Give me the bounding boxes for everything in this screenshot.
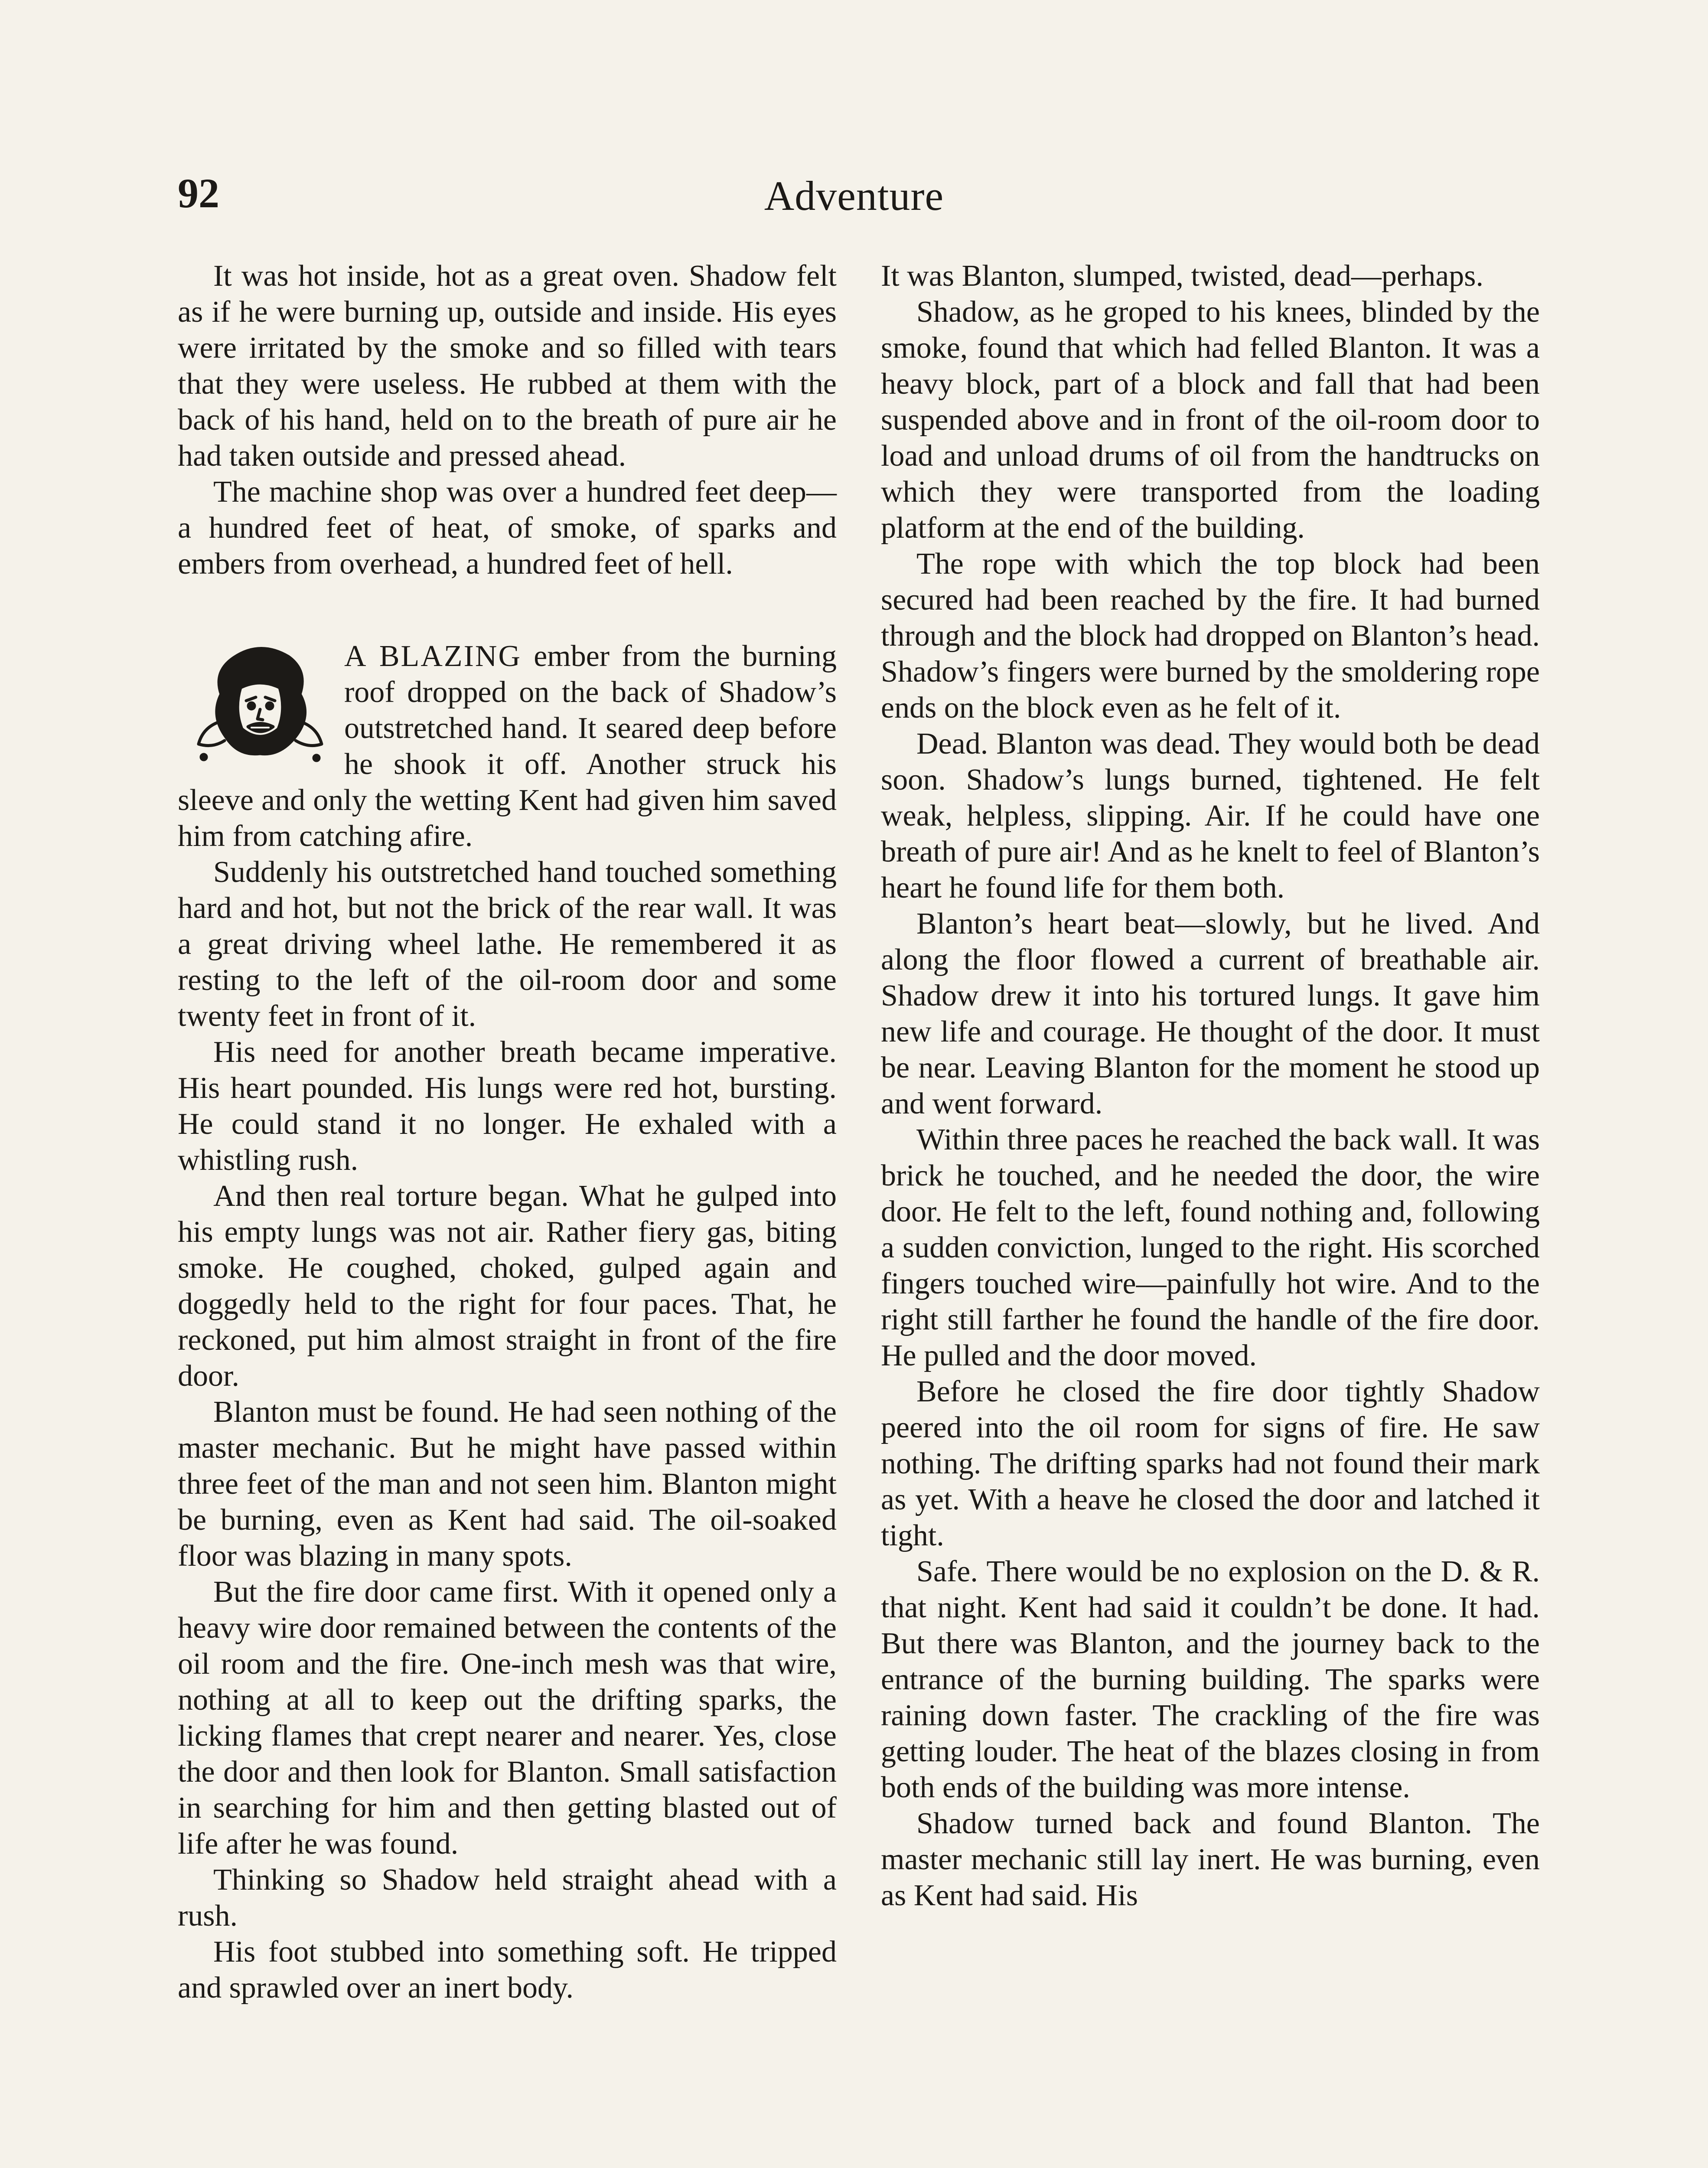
paragraph: Shadow, as he groped to his knees, blinded by the smoke, found that which had felled Blanton. It was a heavy block, part of a block and fall that had been suspended above and in front of the oil-room door to load and unload drums of oil from the handtrucks on which they were transported from the loading platform at the end of the building. (881, 295, 1540, 545)
paragraph: Blanton must be found. He had seen nothing of the master mechanic. But he might have passed within three feet of the man and not seen him. Blanton might be burning, even as Kent had said. The oil-soaked floor was blazing in many spots. (178, 1395, 837, 1573)
paragraph: It was Blanton, slumped, twisted, dead—perhaps. (881, 259, 1484, 293)
caricature-head-icon (186, 640, 334, 770)
running-head: Adventure (764, 173, 944, 219)
section-opening-paragraph (178, 638, 837, 854)
paragraph: Blanton’s heart beat—slowly, but he lived. And along the floor flowed a current of breathable air. Shadow drew it into his tortured lungs. It gave him new life and courage. He thought of the door. It must be near. Leaving Blanton for the moment he stood up and went forward. (881, 907, 1540, 1120)
dropcaps-lead: A BLAZING (344, 640, 522, 673)
right-column (881, 258, 1540, 1913)
paragraph: Safe. There would be no explosion on the D. & R. that night. Kent had said it couldn’t be done. It had. But there was Blanton, and the journey back to the entrance of the burning building. The sparks were raining down faster. The crackling of the fire was getting louder. The heat of the blazes closing in from both ends of the building was more intense. (881, 1555, 1540, 1804)
paragraph: Within three paces he reached the back wall. It was brick he touched, and he needed the door, the wire door. He felt to the left, found nothing and, following a sudden conviction, lunged to the right. His scorched fingers touched wire—painfully hot wire. And to the right still farther he found the handle of the fire door. He pulled and the door moved. (881, 1123, 1540, 1372)
page-number: 92 (178, 170, 219, 216)
paragraph: Suddenly his outstretched hand touched something hard and hot, but not the brick of the rear wall. It was a great driving wheel lathe. He remembered it as resting to the left of the oil-room door and some twenty feet in front of it. (178, 855, 837, 1033)
paragraph: The machine shop was over a hundred feet deep—a hundred feet of heat, of smoke, of sparks and embers from overhead, a hundred feet of hell. (178, 475, 837, 581)
paragraph: Shadow turned back and found Blanton. The master mechanic still lay inert. He was burning, even as Kent had said. His (881, 1807, 1540, 1912)
left-column (178, 258, 837, 2006)
paragraph: His need for another breath became imperative. His heart pounded. His lungs were red hot, bursting. He could stand it no longer. He exhaled with a whistling rush. (178, 1035, 837, 1177)
paragraph: And then real torture began. What he gulped into his empty lungs was not air. Rather fiery gas, biting smoke. He coughed, choked, gulped again and doggedly held to the right for four paces. That, he reckoned, put him almost straight in front of the fire door. (178, 1179, 837, 1393)
paragraph: It was hot inside, hot as a great oven. Shadow felt as if he were burning up, outside and inside. His eyes were irritated by the smoke and so filled with tears that they were useless. He rubbed at them with the back of his hand, held on to the breath of pure air he had taken outside and pressed ahead. (178, 259, 837, 473)
paragraph: Thinking so Shadow held straight ahead with a rush. (178, 1863, 837, 1933)
paragraph: Before he closed the fire door tightly Shadow peered into the oil room for signs of fire. He saw nothing. The drifting sparks had not found their mark as yet. With a heave he closed the door and latched it tight. (881, 1375, 1540, 1552)
paragraph: But the fire door came first. With it opened only a heavy wire door remained between the contents of the oil room and the fire. One-inch mesh was that wire, nothing at all to keep out the drifting sparks, the licking flames that crept nearer and nearer. Yes, close the door and then look for Blanton. Small satisfaction in searching for him and then getting blasted out of life after he was found. (178, 1575, 837, 1861)
paragraph: Dead. Blanton was dead. They would both be dead soon. Shadow’s lungs burned, tightened. He felt weak, helpless, slipping. Air. If he could have one breath of pure air! And as he knelt to feel of Blanton’s heart he found life for them both. (881, 727, 1540, 904)
paragraph: His foot stubbed into something soft. He tripped and sprawled over an inert body. (178, 1935, 837, 2005)
paragraph: The rope with which the top block had been secured had been reached by the fire. It had burned through and the block had dropped on Blanton’s head. Shadow’s fingers were burned by the smoldering rope ends on the block even as he felt of it. (881, 547, 1540, 725)
paragraph-text: ember from the burning roof dropped on the back of Shadow’s outstretched hand. It seared deep before he shook it off. Another struck his sleeve and only the wetting Kent had given him saved him from catching afire. (178, 640, 837, 853)
